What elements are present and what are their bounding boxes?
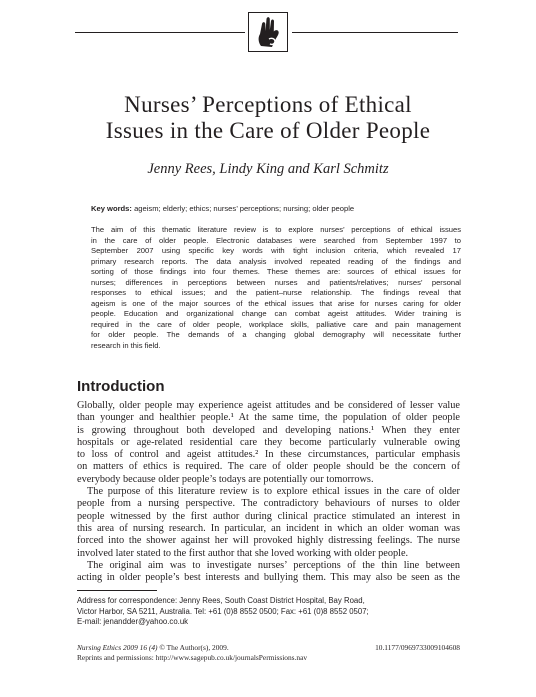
header-rule-left <box>75 32 245 33</box>
title-line: Issues in the Care of Older People <box>105 118 431 143</box>
body-line: is growing throughout both developed and developing nations.¹ When they enter <box>77 424 460 436</box>
body-line: on matters of ethics is required. The care of older people should be the concern of <box>77 461 460 473</box>
abstract-line: The aim of this thematic literature review is to explore nurses’ perceptions of ethical issues <box>91 225 461 234</box>
body-line: this area of nursing research. In particular, an incident in which an older woman was <box>77 522 460 534</box>
page-footer <box>77 643 460 662</box>
body-line: to loss of control and ageist attitudes.² In these circumstances, particular emphasis <box>77 449 460 461</box>
author-list: Jenny Rees, Lindy King and Karl Schmitz <box>147 161 389 177</box>
body-line: The purpose of this literature review is to explore ethical issues in the care of older <box>87 486 460 498</box>
abstract-line: for older people. The demands of a changing global demography will necessitate further <box>91 330 461 339</box>
abstract-line: sorting of those findings into four themes. These themes are: sources of ethical issues for <box>91 267 461 276</box>
abstract-line: in the care of older people. Electronic databases were searched from September 1997 to <box>91 235 461 245</box>
address-line: Address for correspondence: Jenny Rees, South Coast District Hospital, Bay Road, <box>77 596 365 605</box>
introduction-body <box>77 400 460 584</box>
section-heading-introduction: Introduction <box>77 378 165 395</box>
abstract <box>91 225 461 351</box>
body-line: people from a nursing perspective. The contradictory behaviours of nurses to older <box>77 498 460 510</box>
journal-logo-icon <box>248 12 288 52</box>
body-line: acting in older people’s best interests and bullying them. This may also be seen as the <box>77 572 460 584</box>
abstract-line: research in this field. <box>91 340 161 350</box>
abstract-line: required in the care of older people, workplace skills, palliative care and pain management <box>91 319 461 329</box>
doi: 10.1177/0969733009104608 <box>375 643 460 652</box>
abstract-line: nurses; differences in perceptions between nurses and patients/relatives; nurses’ personal <box>91 277 461 287</box>
permissions-line: Reprints and permissions: http://www.sagepub.co.uk/journalsPermissions.nav <box>77 652 308 662</box>
abstract-line: September 2007 using specific key words with tight inclusion criteria, which revealed 17 <box>91 246 461 255</box>
article-title <box>60 92 476 144</box>
abstract-line: primary research reports. The data analysis involved repeated reading of the findings and <box>91 256 461 266</box>
body-line: people witnessed by the first author during clinical practice stimulated an interest in <box>77 510 460 522</box>
keywords-text: ageism; elderly; ethics; nurses’ perceptions; nursing; older people <box>134 204 355 213</box>
body-line: Globally, older people may experience ageist attitudes and be considered of lesser value <box>77 400 460 411</box>
keywords <box>91 204 461 214</box>
address-line: E-mail: jenandder@yahoo.co.uk <box>77 617 189 626</box>
correspondence-address <box>77 596 460 628</box>
keywords-label: Key words: <box>91 204 132 213</box>
abstract-line: ageism is one of the major sources of the ethical issues that arise for nurses caring for older <box>91 298 461 308</box>
body-line: The original aim was to investigate nurses’ perceptions of the thin line between <box>87 559 460 571</box>
address-line: Victor Harbor, SA 5211, Australia. Tel: +61 (0)8 8552 0500; Fax: +61 (0)8 8552 0507; <box>77 606 369 616</box>
copyright-notice: © The Author(s), 2009. <box>159 643 229 652</box>
abstract-line: responses to ethical issues; and the patient–nurse relationship. The findings reveal that <box>91 288 461 297</box>
journal-citation: Nursing Ethics 2009 16 (4) <box>77 643 158 652</box>
body-line: hospitals or age-related residential care they become particularly vulnerable owing <box>77 436 460 448</box>
body-line: forced into the shower against her will provoked highly distressing feelings. The nurse <box>77 535 460 547</box>
body-line: involved later stated to the first author that she loved working with older people. <box>77 547 409 559</box>
header-rule-right <box>292 32 458 33</box>
title-line: Nurses’ Perceptions of Ethical <box>124 92 412 117</box>
body-line: than younger and healthier people.¹ At the same time, the population of older people <box>77 412 460 424</box>
body-line: everybody because older people’s todays are potentially our tomorrows. <box>77 473 374 485</box>
footnote-rule <box>77 590 157 591</box>
abstract-line: people. Education and organizational change can combat ageist attitudes. Wider training is <box>91 309 461 318</box>
